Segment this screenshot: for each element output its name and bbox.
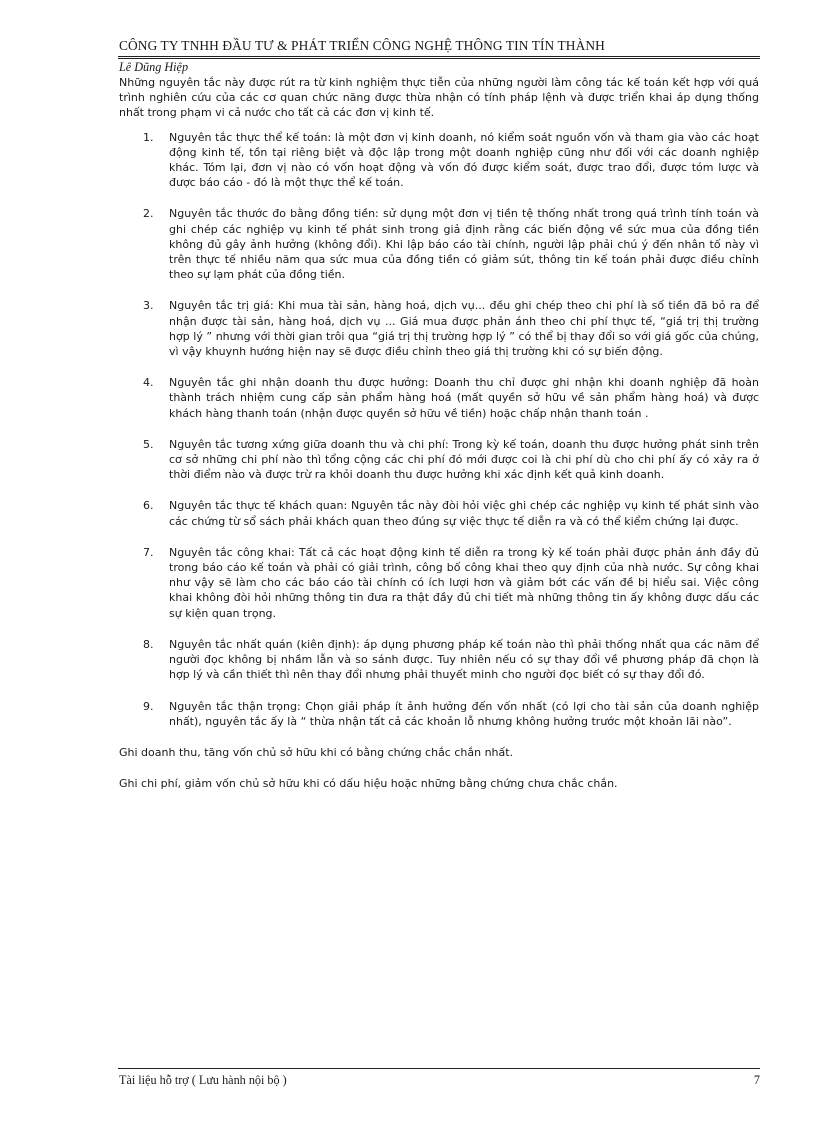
list-item-text: Nguyên tắc công khai: Tất cả các hoạt động kinh tế diễn ra trong kỳ kế toán phải được phản ánh đầy đủ trong báo cáo kế toán và phải có giải trình, công bố công khai theo quy định của nhà nước. Sự công khai như vậy sẽ làm cho các báo cáo tài chính có ích lượi hơn và giảm bớt các vấn đề bị hiểu sai. Việc công khai không đòi hỏi những thông tin đưa ra thật đầy đủ chi tiết mà những thông tin ấy không được dấu các sự kiện quan trọng. xyxy=(169,545,759,620)
list-item-number: 8. xyxy=(143,637,154,651)
list-item-number: 5. xyxy=(143,437,154,451)
list-item-text: Nguyên tắc thận trọng: Chọn giải pháp ít ảnh hưởng đến vốn nhất (có lợi cho tài sản của doanh nghiệp nhất), nguyên tắc ấy là “ thừa nhận tất cả các khoản lỗ nhưng không hưởng trước một khoản lãi nào”. xyxy=(169,699,759,728)
list-item-number: 3. xyxy=(143,299,154,313)
list-item xyxy=(119,437,759,483)
list-item xyxy=(119,637,759,683)
header-divider xyxy=(118,56,760,59)
footer-note: Tài liệu hỗ trợ ( Lưu hành nội bộ ) xyxy=(119,1073,287,1087)
list-item-number: 1. xyxy=(143,130,154,144)
list-item-text: Nguyên tắc trị giá: Khi mua tài sản, hàng hoá, dịch vụ... đều ghi chép theo chi phí là số tiền đã bỏ ra để nhận được tài sản, hàng hoá, dịch vụ ... Giá mua được phản ánh theo chi phí thực tế, “giá trị thị trường hợp lý ” nhưng với thời gian trôi qua “giá trị thị trường hợp lý ” có thể bị thay đổi so với giá gốc của chúng, vì vậy khuynh hướng hiện nay sẽ được điều chỉnh theo giá thị trường khi có sự biến động. xyxy=(169,299,759,359)
list-item-text: Nguyên tắc thước đo bằng đồng tiền: sử dụng một đơn vị tiền tệ thống nhất trong quá trình tính toán và ghi chép các nghiệp vụ kinh tế phát sinh trong giả định rằng các biến động về sức mua của đồng tiền không đủ gây ảnh hưởng (không đổi). Khi lập báo cáo tài chính, người lập phải chú ý đến nhân tố này vì trên thực tế nhiều năm qua sức mua của đồng tiền có giảm sút, thông tin kế toán phải được điều chỉnh theo sự lạm phát của đồng tiền. xyxy=(169,207,759,282)
page-number: 7 xyxy=(753,1073,760,1087)
header-company-title: CÔNG TY TNHH ĐẦU TƯ & PHÁT TRIỂN CÔNG NGHỆ THÔNG TIN TÍN THÀNH xyxy=(119,38,605,53)
list-item-number: 6. xyxy=(143,499,154,513)
list-item-number: 9. xyxy=(143,699,154,713)
list-item xyxy=(119,130,759,191)
list-item-number: 7. xyxy=(143,545,154,559)
footer-divider xyxy=(118,1068,760,1069)
document-body xyxy=(119,75,759,807)
list-item-text: Nguyên tắc thực thể kế toán: là một đơn vị kinh doanh, nó kiểm soát nguồn vốn và tham gia vào các hoạt động kinh tế, tồn tại riêng biệt và độc lập trong một doanh nghiệp cũng như đối với các doanh nghiệp khác. Tóm lại, đơn vị nào có vốn hoạt động và vốn đó được kiểm soát, được trao đổi, được tóm lược và được báo cáo - đó là một thực thể kế toán. xyxy=(169,130,759,190)
closing-paragraph-expense: Ghi chi phí, giảm vốn chủ sở hữu khi có dấu hiệu hoặc những bằng chứng chưa chắc chắn. xyxy=(119,777,618,791)
list-item xyxy=(119,375,759,421)
list-item-text: Nguyên tắc ghi nhận doanh thu được hưởng: Doanh thu chỉ được ghi nhận khi doanh nghiệp đã hoàn thành trách nhiệm cung cấp sản phẩm hàng hoá (mất quyền sở hữu về sản phẩm hàng hoá) và được khách hàng thanh toán (nhận được quyền sở hữu về tiền) hoặc chấp nhận thanh toán . xyxy=(169,376,759,420)
list-item xyxy=(119,699,759,729)
closing-paragraph-revenue: Ghi doanh thu, tăng vốn chủ sở hữu khi có bằng chứng chắc chắn nhất. xyxy=(119,745,514,759)
author-name: Lê Dũng Hiệp xyxy=(119,60,189,74)
list-item-number: 4. xyxy=(143,376,154,390)
list-item-text: Nguyên tắc nhất quán (kiên định): áp dụng phương pháp kế toán nào thì phải thống nhất qua các năm để người đọc không bị nhầm lẫn và so sánh được. Tuy nhiên nếu có sự thay đổi về phương pháp đã chọn là hợp lý và cần thiết thì nên thay đổi nhưng phải thuyết minh cho người đọc biết có sự thay đổi đó. xyxy=(169,637,759,682)
list-item xyxy=(119,498,759,528)
list-item xyxy=(119,298,759,359)
principles-list xyxy=(119,130,759,729)
intro-paragraph: Những nguyên tắc này được rút ra từ kinh nghiệm thực tiễn của những người làm công tác kế toán kết hợp với quá trình nghiên cứu của các cơ quan chức năng được thừa nhận có tính pháp lệnh và được triển khai áp dụng thống nhất trong phạm vi cả nước cho tất cả các đơn vị kinh tế. xyxy=(119,76,759,120)
list-item-text: Nguyên tắc tương xứng giữa doanh thu và chi phí: Trong kỳ kế toán, doanh thu được hưởng phát sinh trên cơ sở những chi phí nào thì tổng cộng các chi phí đó mới được coi là chi phí dù cho chi phí ấy có xảy ra ở thời điểm nào và được trừ ra khỏi doanh thu được hưởng khi xác định kết quả kinh doanh. xyxy=(169,437,759,482)
list-item-text: Nguyên tắc thực tế khách quan: Nguyên tắc này đòi hỏi việc ghi chép các nghiệp vụ kinh tế phát sinh vào các chứng từ sổ sách phải khách quan theo đúng sự việc thực tế diễn ra và có thể kiểm chứng lại được. xyxy=(169,499,759,528)
list-item-number: 2. xyxy=(143,207,154,221)
list-item xyxy=(119,545,759,621)
list-item xyxy=(119,206,759,282)
